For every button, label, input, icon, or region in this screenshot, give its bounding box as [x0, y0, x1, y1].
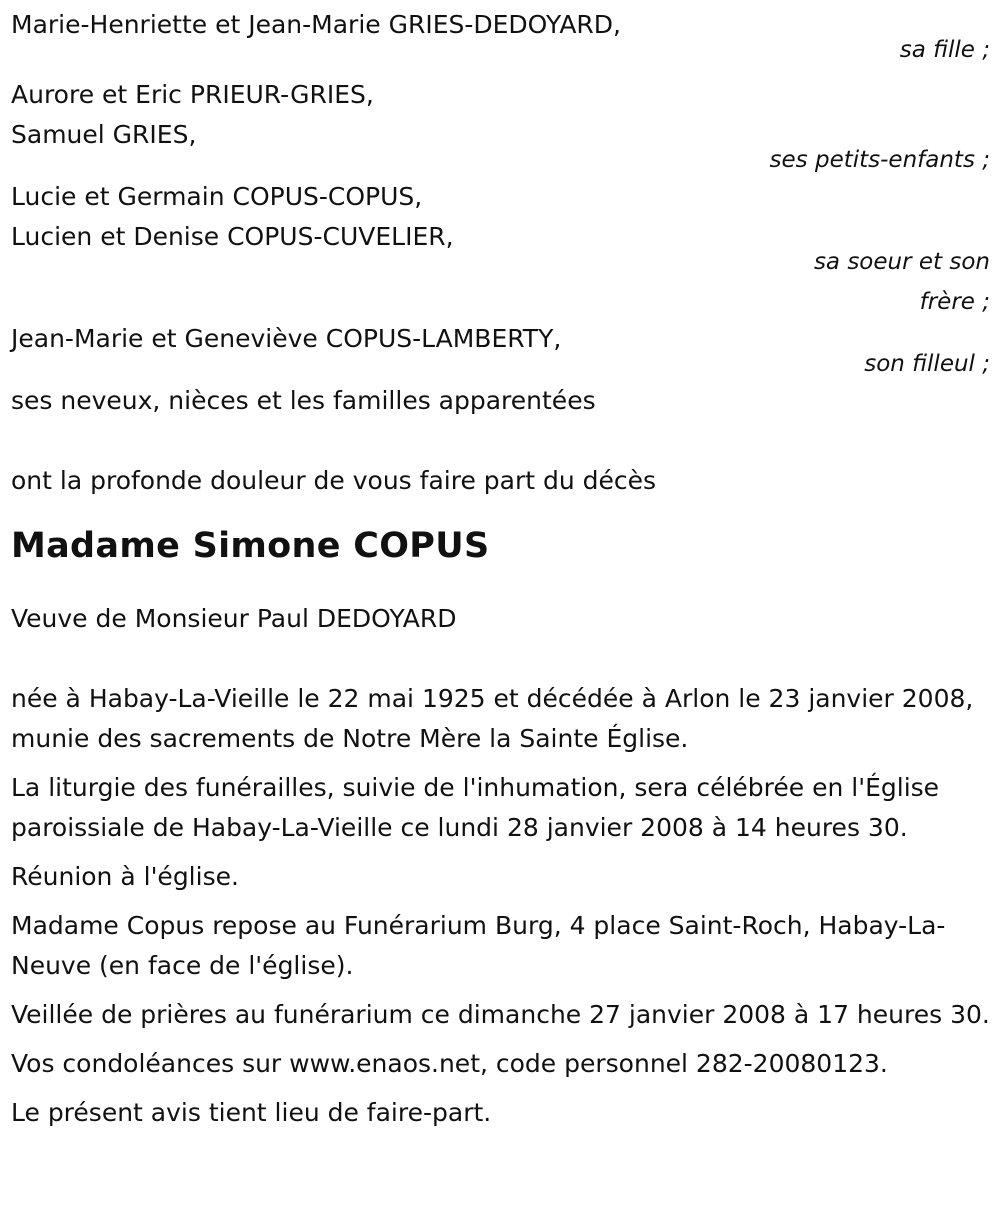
family-group-daughter	[11, 5, 991, 75]
deceased-name: Madame Simone COPUS	[11, 526, 490, 566]
announcement-text: ont la profonde douleur de vous faire part du décès	[11, 466, 657, 495]
funeral-liturgy: La liturgie des funérailles, suivie de l'inhumation, sera célébrée en l'Église paroissiale de Habay-La-Vieille ce lundi 28 janvier 2008 à 14 heures 30.	[11, 773, 940, 842]
widow-of	[11, 599, 991, 679]
prayer-vigil: Veillée de prières au funérarium ce dimanche 27 janvier 2008 à 17 heures 30.	[11, 1000, 990, 1029]
family-names-line: Lucien et Denise COPUS-CUVELIER,	[11, 222, 454, 251]
notice-statement: Le présent avis tient lieu de faire-part.	[11, 1098, 492, 1127]
family-group-grandchildren	[11, 75, 991, 177]
family-names-line: Lucie et Germain COPUS-COPUS,	[11, 182, 423, 211]
family-relation: sa fille ;	[899, 37, 990, 63]
extended-family-text: ses neveux, nièces et les familles apparentées	[11, 386, 596, 415]
family-names-line: Samuel GRIES,	[11, 120, 197, 149]
widow-of-text: Veuve de Monsieur Paul DEDOYARD	[11, 604, 457, 633]
family-names-line: Aurore et Eric PRIEUR-GRIES,	[11, 80, 374, 109]
announcement	[11, 461, 991, 513]
family-relation: ses petits-enfants ;	[769, 147, 990, 173]
family-relation: sa soeur et son	[813, 249, 990, 275]
family-group-siblings	[11, 177, 991, 319]
family-group-godson	[11, 319, 991, 381]
family-relation: son filleul ;	[864, 351, 990, 377]
condolences: Vos condoléances sur www.enaos.net, code personnel 282-20080123.	[11, 1049, 888, 1078]
family-names-line: Jean-Marie et Geneviève COPUS-LAMBERTY,	[11, 324, 562, 353]
birth-death-details: née à Habay-La-Vieille le 22 mai 1925 et décédée à Arlon le 23 janvier 2008, munie des sacrements de Notre Mère la Sainte Église.	[11, 684, 974, 753]
family-names-line: Marie-Henriette et Jean-Marie GRIES-DEDOYARD,	[11, 10, 621, 39]
meeting-place: Réunion à l'église.	[11, 862, 239, 891]
extended-family	[11, 381, 991, 461]
family-relation-continued: frère ;	[919, 289, 990, 315]
funeral-home: Madame Copus repose au Funérarium Burg, 4 place Saint-Roch, Habay-La-Neuve (en face de l'église).	[11, 911, 946, 980]
obituary-notice	[11, 5, 991, 1142]
